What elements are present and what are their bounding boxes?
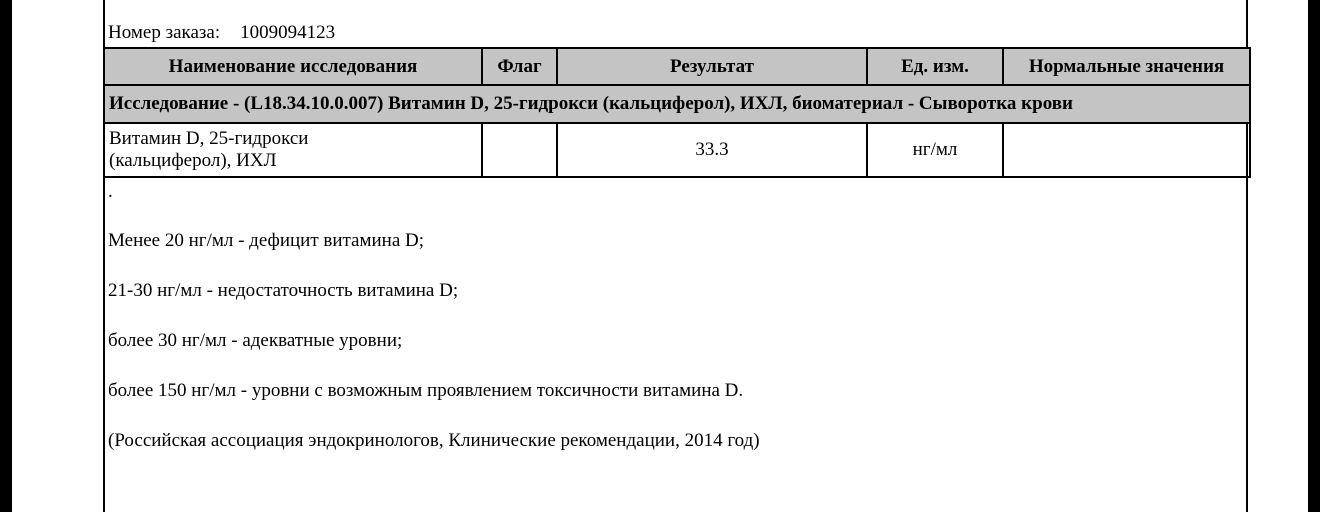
note-line: более 150 нг/мл - уровни с возможным проявлением токсичности витамина D. xyxy=(108,380,744,401)
note-source: (Российская ассоциация эндокринологов, Клинические рекомендации, 2014 год) xyxy=(108,430,760,451)
section-title: Исследование - (L18.34.10.0.007) Витамин D, 25-гидрокси (кальциферол), ИХЛ, биоматериал - Сыворотка крови xyxy=(104,85,1250,123)
table-row xyxy=(104,123,1250,177)
result-cell: 33.3 xyxy=(557,123,867,177)
header-test-name: Наименование исследования xyxy=(104,48,482,85)
test-name-cell xyxy=(104,123,482,177)
section-row xyxy=(104,85,1250,123)
order-number-label: Номер заказа: xyxy=(108,22,221,43)
test-name-line2: (кальциферол), ИХЛ xyxy=(109,150,277,171)
order-number-line xyxy=(108,22,335,44)
note-line: более 30 нг/мл - адекватные уровни; xyxy=(108,330,403,351)
note-line: 21-30 нг/мл - недостаточность витамина D; xyxy=(108,280,459,301)
note-line: Менее 20 нг/мл - дефицит витамина D; xyxy=(108,230,425,251)
unit-cell: нг/мл xyxy=(867,123,1003,177)
results-table xyxy=(103,47,1251,178)
flag-cell xyxy=(482,123,557,177)
table-header-row xyxy=(104,48,1250,85)
header-result: Результат xyxy=(557,48,867,85)
notes-dot: . xyxy=(108,181,113,202)
header-normal-values: Нормальные значения xyxy=(1003,48,1250,85)
test-name-line1: Витамин D, 25-гидрокси xyxy=(109,128,309,149)
header-flag: Флаг xyxy=(482,48,557,85)
order-number-value: 1009094123 xyxy=(240,22,336,43)
normal-values-cell xyxy=(1003,123,1250,177)
header-unit: Ед. изм. xyxy=(867,48,1003,85)
